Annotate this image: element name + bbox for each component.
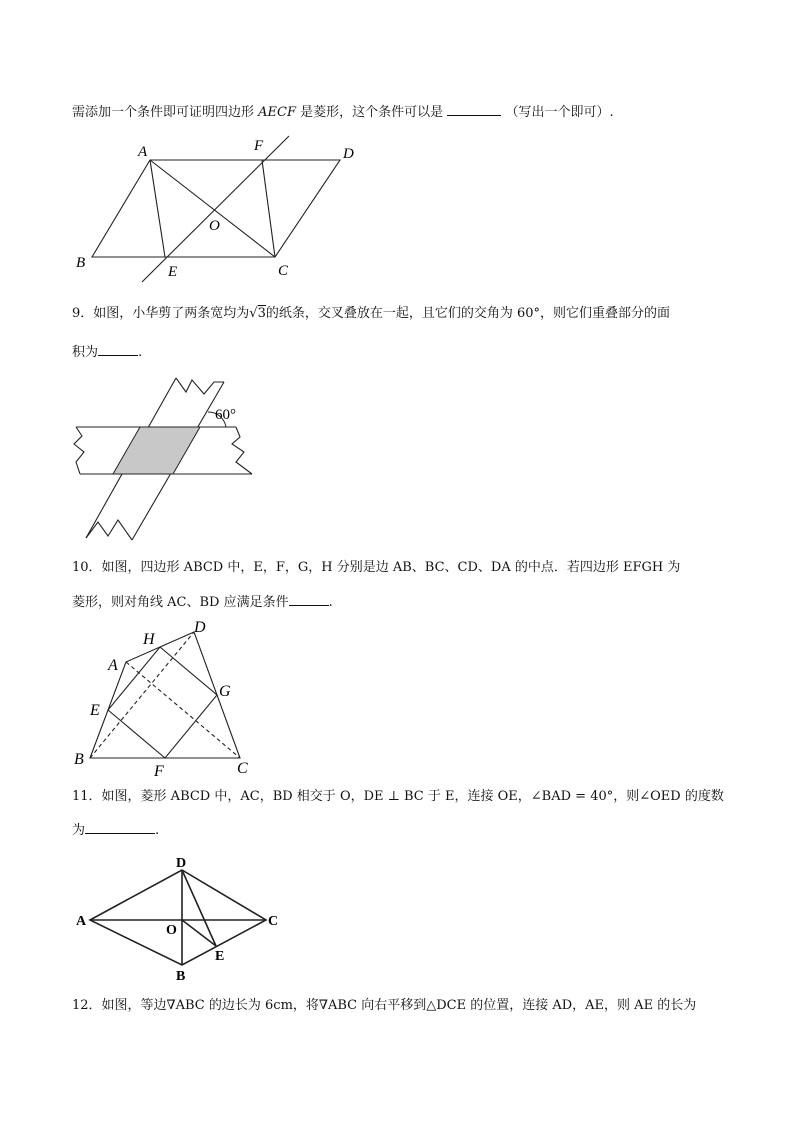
label-c: C [237, 760, 248, 777]
rhombus-efgh [108, 647, 217, 758]
label-d: D [176, 856, 187, 871]
label-c: C [278, 263, 289, 279]
label-c: C [268, 914, 279, 929]
q11-rhombus-figure [70, 850, 290, 990]
sqrt-value: 3 [257, 306, 266, 321]
q10-quadrilateral-figure [70, 614, 260, 780]
q9-text-a: 如图，小华剪了两条宽均为 [93, 306, 250, 321]
q8-text-line [72, 101, 614, 123]
rhombus-abcd [90, 870, 266, 965]
label-o: O [209, 218, 220, 234]
q10-text-line1 [72, 558, 680, 578]
q8-text-post: （写出一个即可）. [505, 105, 614, 120]
label-o: O [166, 923, 177, 938]
q9-answer-blank[interactable] [98, 341, 138, 356]
q12-text-line1 [72, 996, 696, 1016]
label-d: D [343, 146, 354, 162]
q8-parallelogram-figure [70, 130, 370, 285]
label-b: B [74, 751, 84, 768]
label-f: F [254, 138, 264, 154]
line-ef [142, 136, 289, 282]
label-d: D [194, 619, 206, 636]
q11-text-a: 如图，菱形 ABCD 中，AC，BD 相交于 O，DE ⊥ BC 于 E，连接 OE，∠BAD = 40°，则∠OED 的度数 [101, 789, 724, 804]
segment-ae [150, 160, 165, 257]
q8-text-pre: 需添加一个条件即可证明四边形 [72, 105, 255, 120]
q11-text-line1 [72, 787, 724, 807]
label-b: B [176, 969, 186, 984]
sqrt-symbol: √3 [249, 306, 266, 321]
q9-number: 9． [72, 306, 94, 321]
q11-answer-blank[interactable] [85, 819, 155, 834]
q10-text-c: . [328, 595, 333, 610]
label-e: E [168, 264, 178, 280]
label-a: A [108, 657, 118, 674]
q10-answer-blank[interactable] [289, 591, 329, 606]
q9-text-d: . [138, 345, 143, 360]
q9-text-line1 [72, 304, 670, 324]
q9-text-b: 的纸条，交叉叠放在一起，且它们的交角为 60°，则它们重叠部分的面 [265, 306, 671, 321]
q8-text-mid: 是菱形，这个条件可以是 [300, 105, 444, 120]
label-g: G [219, 683, 231, 700]
q10-text-a: 如图，四边形 ABCD 中，E，F，G，H 分别是边 AB、BC、CD、DA 的中点．若四边形 EFGH 为 [101, 560, 681, 575]
label-f: F [154, 763, 164, 780]
q11-text-b: 为 [72, 823, 86, 838]
q10-number: 10． [72, 560, 102, 575]
label-e: E [215, 949, 225, 964]
segment-de [182, 870, 216, 946]
q12-text-a: 如图，等边∇ABC 的边长为 6cm，将∇ABC 向右平移到△DCE 的位置，连接 AD，AE，则 AE 的长为 [101, 998, 697, 1013]
segment-fc [262, 160, 275, 257]
q12-number: 12． [72, 998, 102, 1013]
q10-text-b: 菱形，则对角线 AC、BD 应满足条件 [72, 595, 289, 610]
label-a: A [76, 914, 87, 929]
label-a: A [138, 144, 148, 160]
angle-label-60: 60° [215, 407, 236, 423]
q11-text-line2 [72, 819, 159, 841]
label-e: E [90, 702, 100, 719]
label-b: B [76, 255, 86, 271]
q10-text-line2 [72, 591, 333, 613]
q11-text-c: . [155, 823, 160, 838]
label-h: H [143, 631, 155, 648]
q8-text-math: AECF [258, 105, 297, 120]
q11-number: 11． [72, 789, 102, 804]
diagonal-ac [150, 160, 275, 257]
q9-strips-figure [70, 372, 260, 544]
q9-text-c: 积为 [72, 345, 99, 360]
overlap-region [113, 427, 200, 474]
q9-text-line2 [72, 341, 142, 363]
q8-answer-blank[interactable] [447, 101, 501, 116]
